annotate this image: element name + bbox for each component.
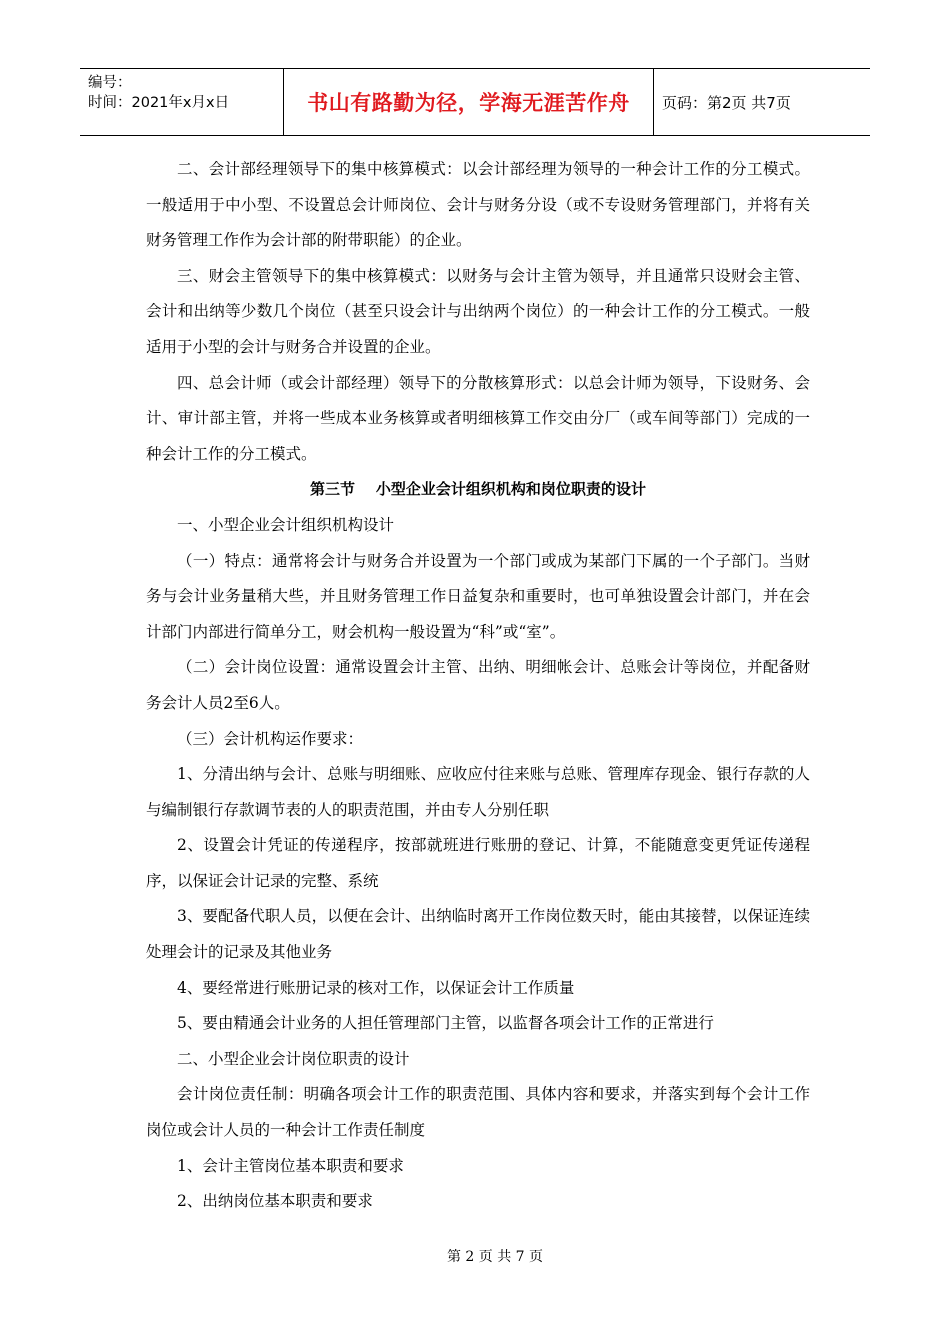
paragraph: 二、小型企业会计岗位职责的设计: [177, 1049, 410, 1068]
paragraph: （三）会计机构运作要求：: [177, 729, 364, 748]
paragraph: 4、要经常进行账册记录的核对工作，以保证会计工作质量: [177, 978, 575, 997]
header-page-code: 页码：第2页 共7页: [662, 93, 791, 112]
paragraph: （一）特点：通常将会计与财务合并设置为一个部门或成为某部门下属的一个子部门。当财务与会计业务量稍大些，并且财务管理工作日益复杂和重要时，也可单独设置会计部门，并在会计部门内部进行简单分工，财会机构一般设置为“科”或“室”。: [146, 551, 810, 641]
paragraph: 5、要由精通会计业务的人担任管理部门主管，以监督各项会计工作的正常进行: [177, 1014, 714, 1033]
paragraph: 1、会计主管岗位基本职责和要求: [177, 1156, 404, 1175]
page-footer: [0, 1246, 950, 1266]
header-motto: 书山有路勤为径，学海无涯苦作舟: [307, 91, 630, 115]
header-page-cell: [654, 69, 870, 135]
section-title: 第三节 小型企业会计组织机构和岗位职责的设计: [310, 480, 646, 499]
paragraph: 会计岗位责任制：明确各项会计工作的职责范围、具体内容和要求，并落实到每个会计工作岗位或会计人员的一种会计工作责任制度: [146, 1085, 810, 1140]
document-body: [146, 152, 810, 1220]
document-number-label: 编号：: [88, 75, 132, 91]
footer-page-number: 第 2 页 共 7 页: [446, 1249, 544, 1265]
paragraph: 三、财会主管领导下的集中核算模式：以财务与会计主管为领导，并且通常只设财会主管、会计和出纳等少数几个岗位（甚至只设会计与出纳两个岗位）的一种会计工作的分工模式。一般适用于小型的会计与财务合并设置的企业。: [146, 266, 810, 356]
paragraph: 2、出纳岗位基本职责和要求: [177, 1192, 373, 1211]
paragraph: 四、总会计师（或会计部经理）领导下的分散核算形式：以总会计师为领导，下设财务、会计、审计部主管，并将一些成本业务核算或者明细核算工作交由分厂（或车间等部门）完成的一种会计工作的分工模式。: [146, 373, 810, 463]
paragraph: （二）会计岗位设置：通常设置会计主管、出纳、明细帐会计、总账会计等岗位，并配备财务会计人员2至6人。: [146, 658, 810, 712]
header-motto-cell: [284, 69, 654, 135]
document-date: 时间：2021年x月x日: [88, 95, 230, 111]
paragraph: 1、分清出纳与会计、总账与明细账、应收应付往来账与总账、管理库存现金、银行存款的人与编制银行存款调节表的人的职责范围，并由专人分别任职: [146, 765, 810, 819]
header-meta-cell: [80, 69, 284, 135]
paragraph: 3、要配备代职人员，以便在会计、出纳临时离开工作岗位数天时，能由其接替，以保证连续处理会计的记录及其他业务: [146, 907, 810, 962]
paragraph: 2、设置会计凭证的传递程序，按部就班进行账册的登记、计算，不能随意变更凭证传递程序，以保证会计记录的完整、系统: [146, 836, 810, 890]
page-header: [80, 68, 870, 136]
paragraph: 一、小型企业会计组织机构设计: [177, 515, 395, 534]
paragraph: 二、会计部经理领导下的集中核算模式：以会计部经理为领导的一种会计工作的分工模式。一般适用于中小型、不设置总会计师岗位、会计与财务分设（或不专设财务管理部门，并将有关财务管理工作作为会计部的附带职能）的企业。: [146, 160, 810, 250]
